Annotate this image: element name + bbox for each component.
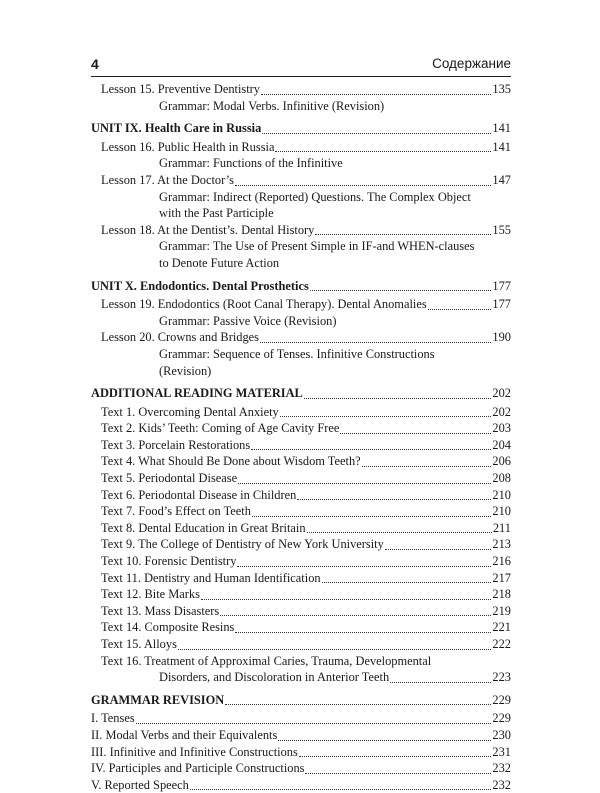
- toc-page-number: 155: [492, 222, 511, 237]
- toc-entry: [91, 636, 511, 653]
- toc-entry-label: Text 9. The College of Dentistry of New York University: [101, 537, 384, 552]
- dot-leader: [390, 682, 491, 683]
- toc-entry: [91, 536, 511, 553]
- dot-leader: [261, 94, 491, 95]
- toc-entry: [91, 222, 511, 239]
- toc-page-number: 202: [492, 404, 511, 419]
- table-of-contents: [91, 81, 511, 793]
- toc-entry-label: Lesson 17. At the Doctor’s: [101, 172, 234, 187]
- dot-leader: [201, 599, 491, 600]
- toc-entry-label: Text 4. What Should Be Done about Wisdom Teeth?: [101, 454, 361, 469]
- dot-leader: [225, 704, 491, 705]
- dot-leader: [260, 342, 491, 343]
- toc-entry-label: Text 11. Dentistry and Human Identification: [101, 570, 321, 585]
- toc-entry: [91, 744, 511, 761]
- toc-entry: [91, 619, 511, 636]
- toc-page-number: 208: [492, 471, 511, 486]
- toc-entry-label: Text 10. Forensic Dentistry: [101, 554, 237, 569]
- dot-leader: [322, 582, 492, 583]
- dot-leader: [136, 723, 492, 724]
- toc-entry: [91, 777, 511, 793]
- dot-leader: [315, 234, 491, 235]
- toc-entry-label: Text 14. Composite Resins: [101, 620, 235, 635]
- toc-entry: [91, 453, 511, 470]
- toc-page-number: 203: [492, 421, 511, 436]
- toc-entry: [91, 470, 511, 487]
- dot-leader: [235, 185, 491, 186]
- toc-page-number: 141: [492, 121, 511, 136]
- toc-entry-label: III. Infinitive and Infinitive Constructions: [91, 744, 298, 759]
- toc-entry: [91, 603, 511, 620]
- toc-entry-label: GRAMMAR REVISION: [91, 692, 225, 707]
- toc-entry: [91, 760, 511, 777]
- dot-leader: [251, 449, 491, 450]
- toc-page-number: 231: [492, 744, 511, 759]
- toc-entry-label: Lesson 15. Preventive Dentistry: [101, 82, 260, 96]
- toc-entry: [91, 437, 511, 454]
- toc-entry: [91, 710, 511, 727]
- toc-entry-label: Lesson 16. Public Health in Russia: [101, 139, 275, 154]
- toc-entry: [91, 329, 511, 346]
- toc-page-number: 206: [492, 454, 511, 469]
- toc-page-number: 218: [492, 587, 511, 602]
- dot-leader: [362, 466, 492, 467]
- toc-page-number: 232: [492, 777, 511, 792]
- toc-entry-label: Text 13. Mass Disasters: [101, 603, 220, 618]
- dot-leader: [310, 290, 492, 291]
- toc-entry-label: Disorders, and Discoloration in Anterior Teeth: [159, 670, 390, 685]
- toc-page-number: 232: [492, 761, 511, 776]
- dot-leader: [262, 133, 491, 134]
- toc-page-number: 204: [492, 437, 511, 452]
- grammar-note-line: Grammar: Modal Verbs. Infinitive (Revision): [159, 98, 385, 113]
- dot-leader: [238, 483, 491, 484]
- toc-entry-label: Lesson 19. Endodontics (Root Canal Therapy). Dental Anomalies: [101, 297, 427, 312]
- dot-leader: [385, 549, 492, 550]
- running-title: Содержание: [432, 56, 511, 71]
- grammar-note-line: (Revision): [159, 363, 212, 378]
- toc-entry-label: Text 5. Periodontal Disease: [101, 471, 238, 486]
- dot-leader: [237, 566, 491, 567]
- toc-section-heading: [91, 692, 511, 709]
- toc-page-number: 223: [492, 670, 511, 685]
- toc-entry-label: II. Modal Verbs and their Equivalents: [91, 727, 278, 742]
- toc-entry: [91, 520, 511, 537]
- toc-entry-label: Lesson 20. Crowns and Bridges: [101, 330, 259, 345]
- grammar-note-line: Grammar: Passive Voice (Revision): [159, 313, 337, 328]
- toc-entry-label: Text 7. Food’s Effect on Teeth: [101, 504, 251, 519]
- dot-leader: [305, 773, 491, 774]
- toc-entry: [91, 172, 511, 189]
- toc-page-number: 221: [492, 620, 511, 635]
- toc-section-heading: [91, 120, 511, 137]
- dot-leader: [297, 499, 491, 500]
- toc-page-number: 135: [492, 82, 511, 96]
- toc-entry-label: V. Reported Speech: [91, 777, 189, 792]
- dot-leader: [190, 789, 492, 790]
- dot-leader: [304, 398, 492, 399]
- toc-entry-label: Text 3. Porcelain Restorations: [101, 437, 251, 452]
- toc-entry-first-line: Text 16. Treatment of Approximal Caries, Trauma, Developmental: [101, 653, 432, 668]
- toc-entry-label: Text 1. Overcoming Dental Anxiety: [101, 404, 279, 419]
- dot-leader: [340, 433, 491, 434]
- toc-page-number: 219: [492, 603, 511, 618]
- dot-leader: [178, 649, 492, 650]
- dot-leader: [428, 309, 492, 310]
- toc-page-number: 177: [492, 278, 511, 293]
- toc-page-number: 229: [492, 692, 511, 707]
- toc-entry: [91, 296, 511, 313]
- toc-entry-label: Lesson 18. At the Dentist’s. Dental History: [101, 222, 315, 237]
- toc-entry: [91, 503, 511, 520]
- toc-entry-label: IV. Participles and Participle Constructions: [91, 761, 305, 776]
- toc-entry: [91, 81, 511, 98]
- toc-section-heading: [91, 278, 511, 295]
- toc-page-number: 217: [492, 570, 511, 585]
- toc-entry-label: Text 12. Bite Marks: [101, 587, 200, 602]
- toc-page-number: 229: [492, 711, 511, 726]
- toc-entry: [91, 139, 511, 156]
- toc-page-number: 230: [492, 727, 511, 742]
- toc-page-number: 202: [492, 386, 511, 401]
- toc-entry: [91, 727, 511, 744]
- dot-leader: [280, 416, 492, 417]
- toc-entry: [91, 570, 511, 587]
- toc-entry-label: Text 2. Kids’ Teeth: Coming of Age Cavity Free: [101, 421, 340, 436]
- toc-page-number: 210: [492, 504, 511, 519]
- toc-entry-continuation: [91, 669, 511, 686]
- toc-page-number: 216: [492, 554, 511, 569]
- dot-leader: [235, 632, 491, 633]
- toc-page-number: 190: [492, 330, 511, 345]
- dot-leader: [220, 615, 491, 616]
- grammar-note-line: with the Past Participle: [159, 206, 274, 221]
- toc-entry-label: Text 8. Dental Education in Great Britain: [101, 520, 306, 535]
- toc-entry: [91, 586, 511, 603]
- dot-leader: [307, 532, 492, 533]
- running-header: [91, 56, 511, 77]
- grammar-note-line: Grammar: Functions of the Infinitive: [159, 156, 343, 171]
- toc-page-number: 141: [492, 139, 511, 154]
- toc-entry-label: Text 15. Alloys: [101, 637, 177, 651]
- dot-leader: [278, 740, 491, 741]
- toc-entry-label: UNIT IX. Health Care in Russia: [91, 121, 262, 136]
- toc-entry-label: Text 6. Periodontal Disease in Children: [101, 487, 297, 502]
- dot-leader: [252, 516, 491, 517]
- toc-entry-label: UNIT X. Endodontics. Dental Prosthetics: [91, 278, 309, 293]
- dot-leader: [299, 756, 492, 757]
- grammar-note-line: to Denote Future Action: [159, 255, 280, 270]
- toc-entry-label: ADDITIONAL READING MATERIAL: [91, 386, 303, 401]
- toc-entry: [91, 404, 511, 421]
- page-number: 4: [91, 56, 99, 72]
- toc-page-number: 210: [492, 487, 511, 502]
- toc-section-heading: [91, 385, 511, 402]
- toc-entry-label: I. Tenses: [91, 711, 135, 726]
- toc-page-number: 222: [492, 637, 511, 651]
- toc-entry: [91, 553, 511, 570]
- toc-entry: [91, 487, 511, 504]
- toc-page-number: 213: [492, 537, 511, 552]
- grammar-note-line: Grammar: The Use of Present Simple in IF-and WHEN-clauses: [159, 239, 475, 254]
- toc-page-number: 177: [492, 297, 511, 312]
- grammar-note-line: Grammar: Sequence of Tenses. Infinitive Constructions: [159, 346, 435, 361]
- toc-page-number: 147: [492, 172, 511, 187]
- toc-entry: [91, 420, 511, 437]
- dot-leader: [275, 151, 491, 152]
- grammar-note-line: Grammar: Indirect (Reported) Questions. The Complex Object: [159, 189, 471, 204]
- toc-page-number: 211: [492, 520, 511, 535]
